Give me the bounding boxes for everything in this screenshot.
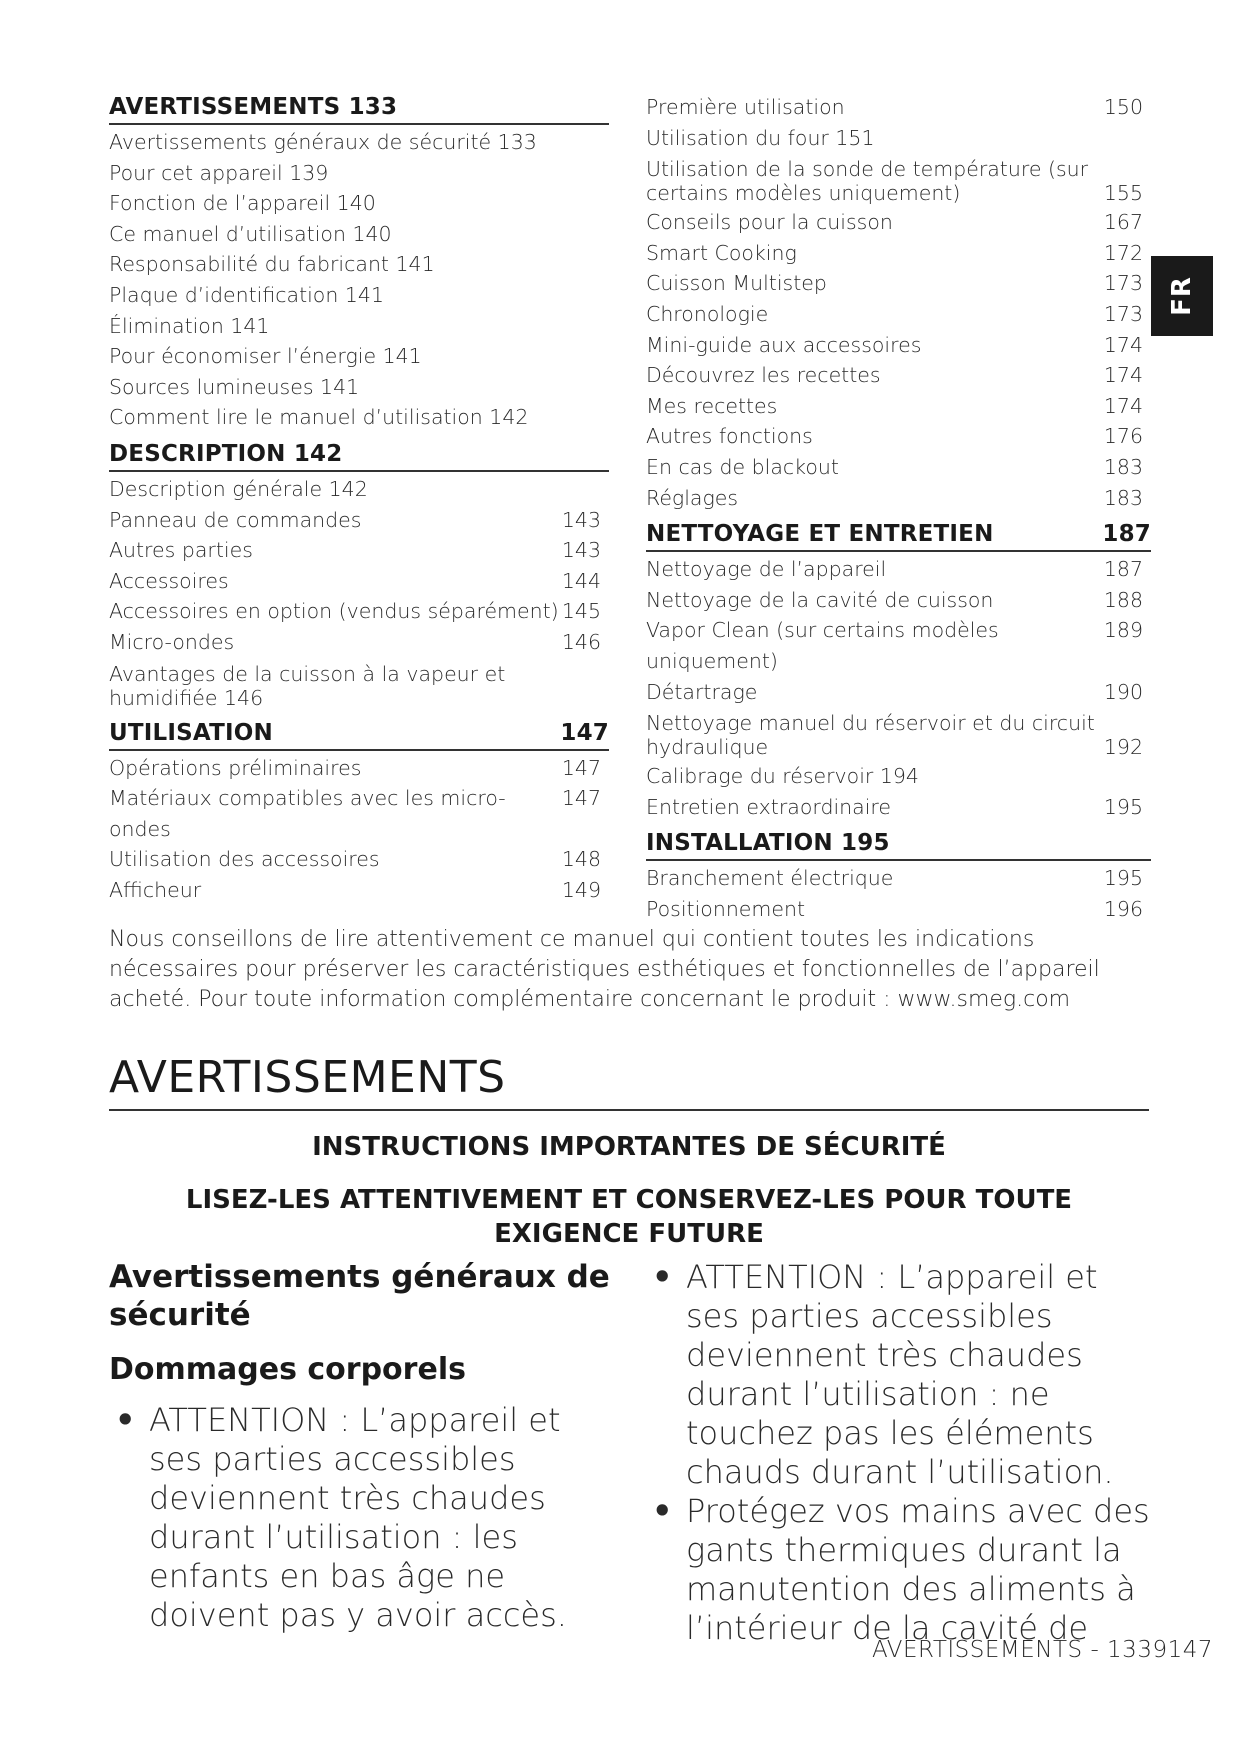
toc-entry-title: Panneau de commandes — [109, 507, 362, 532]
toc-entry-page — [561, 341, 601, 372]
toc-section-heading — [646, 519, 1151, 552]
toc-entry — [646, 792, 1151, 823]
toc-entry — [646, 238, 1151, 269]
toc-entry-title: Nettoyage manuel du réservoir et du circuit hydraulique — [646, 711, 1095, 760]
toc-entry — [646, 483, 1151, 514]
toc-entry-title: Plaque d’identification 141 — [109, 282, 384, 307]
subsection-heading: Dommages corporels — [109, 1352, 466, 1387]
toc-entry-page: 143 — [561, 538, 601, 563]
toc-entry-title: Opérations préliminaires — [109, 755, 362, 780]
toc-entry-title: Mes recettes — [646, 393, 778, 418]
toc-entry-page: 195 — [1103, 794, 1143, 819]
toc-entry — [109, 311, 609, 342]
toc-entry-title: Nettoyage de l’appareil — [646, 557, 887, 582]
toc-entry-page: 148 — [561, 847, 601, 872]
toc-entry-title: Mini-guide aux accessoires — [646, 332, 922, 357]
toc-entry — [109, 280, 609, 311]
toc-entry-page: 195 — [1103, 866, 1143, 891]
toc-entry-page: 183 — [1103, 485, 1143, 510]
toc-entry — [646, 863, 1151, 894]
toc-entry-title: Accessoires — [109, 568, 229, 593]
toc-entry-title: Entretien extraordinaire — [646, 794, 891, 819]
toc-entry-page — [561, 127, 601, 158]
toc-section-heading — [109, 718, 609, 751]
toc-entry-page — [561, 311, 601, 342]
toc-entry-title: Avantages de la cuisson à la vapeur et humidifiée 146 — [109, 661, 506, 710]
toc-section-title: AVERTISSEMENTS 133 — [109, 94, 398, 120]
safety-subtitle: INSTRUCTIONS IMPORTANTES DE SÉCURITÉ — [312, 1132, 946, 1162]
toc-entry-page — [561, 402, 601, 433]
toc-entry-title: Branchement électrique — [646, 866, 894, 891]
toc-entry-title: Matériaux compatibles avec les micro-ondes — [109, 786, 506, 841]
toc-entry-page — [561, 249, 601, 280]
toc-entry-title: Sources lumineuses 141 — [109, 374, 360, 399]
toc-entry — [646, 207, 1151, 238]
toc-entry-page: 173 — [1103, 271, 1143, 296]
keep-instructions-subtitle: LISEZ-LES ATTENTIVEMENT ET CONSERVEZ-LES POUR TOUTE EXIGENCE FUTURE — [185, 1185, 1073, 1249]
toc-entry-page — [1103, 123, 1143, 154]
toc-entry-title: Accessoires en option (vendus séparément) — [109, 599, 559, 624]
toc-entry-page — [561, 372, 601, 403]
toc-entry — [109, 127, 609, 158]
toc-entry-page: 196 — [1103, 896, 1143, 921]
language-tab-label: FR — [1167, 276, 1197, 316]
toc-entry-page: 146 — [561, 629, 601, 654]
toc-entry-page: 174 — [1103, 363, 1143, 388]
toc-entry-title: Nettoyage de la cavité de cuisson — [646, 587, 994, 612]
toc-entry-title: Cuisson Multistep — [646, 271, 827, 296]
toc-entry-page — [561, 474, 601, 505]
toc-entry-page — [561, 158, 601, 189]
language-tab — [1151, 256, 1213, 336]
toc-entry — [646, 677, 1151, 708]
toc-entry-title: Afficheur — [109, 877, 202, 902]
toc-entry-title: Utilisation de la sonde de température (sur certains modèles uniquement) — [646, 157, 1089, 206]
toc-entry-title: Élimination 141 — [109, 313, 270, 338]
toc-entry — [646, 153, 1151, 207]
toc-entry-title: Description générale 142 — [109, 476, 368, 501]
toc-entry — [109, 844, 609, 875]
toc-right-column — [646, 92, 1151, 924]
toc-section-title: DESCRIPTION 142 — [109, 440, 343, 467]
page-footer: AVERTISSEMENTS - 1339147 — [872, 1637, 1213, 1663]
toc-entry-title: Calibrage du réservoir 194 — [646, 764, 919, 789]
toc-entry — [109, 474, 609, 505]
toc-section-title: UTILISATION — [109, 719, 273, 746]
toc-entry — [646, 360, 1151, 391]
toc-entry — [109, 402, 609, 433]
toc-entry-title: Vapor Clean (sur certains modèles uniquement) — [646, 618, 999, 673]
toc-entry — [646, 92, 1151, 123]
toc-entry-page — [561, 219, 601, 250]
warning-list — [109, 1401, 619, 1635]
toc-section-title: NETTOYAGE ET ENTRETIEN — [646, 521, 994, 548]
toc-section-heading — [646, 828, 1151, 861]
toc-entry-title: Micro-ondes — [109, 629, 235, 654]
toc-entry-title: Pour cet appareil 139 — [109, 160, 329, 185]
toc-entry-title: Fonction de l’appareil 140 — [109, 191, 376, 216]
intro-paragraph: Nous conseillons de lire attentivement ce manuel qui contient toutes les indications nécessaires pour préserver les caractéristiques esthétiques et fonctionnelles de l’appareil acheté. Pour toute information complémentaire concernant le produit : www.smeg.com — [109, 927, 1100, 1012]
toc-section-heading — [109, 92, 609, 125]
toc-entry — [646, 615, 1151, 676]
toc-entry-title: Ce manuel d’utilisation 140 — [109, 221, 392, 246]
toc-entry — [646, 585, 1151, 616]
toc-section-title: INSTALLATION 195 — [646, 830, 890, 857]
toc-entry-title: Conseils pour la cuisson — [646, 210, 893, 235]
toc-entry-page: 145 — [561, 599, 601, 624]
toc-entry-page: 150 — [1103, 95, 1143, 119]
toc-entry — [109, 783, 609, 844]
toc-entry-page: 187 — [1103, 557, 1143, 582]
toc-entry-page: 174 — [1103, 393, 1143, 418]
toc-section-page: 147 — [560, 719, 609, 746]
toc-entry-page: 167 — [1103, 210, 1143, 235]
toc-entry-page — [561, 188, 601, 219]
toc-entry-page: 149 — [561, 877, 601, 902]
toc-entry — [646, 299, 1151, 330]
toc-entry — [646, 707, 1151, 761]
toc-entry-page: 173 — [1103, 301, 1143, 326]
toc-entry — [646, 761, 1151, 792]
toc-entry-title: En cas de blackout — [646, 454, 839, 479]
toc-entry-page: 174 — [1103, 332, 1143, 357]
toc-entry-title: Avertissements généraux de sécurité 133 — [109, 130, 537, 154]
toc-entry-title: Utilisation des accessoires — [109, 847, 380, 872]
toc-entry-page: 188 — [1103, 587, 1143, 612]
toc-entry — [109, 658, 609, 712]
toc-entry-title: Chronologie — [646, 301, 769, 326]
toc-entry — [646, 330, 1151, 361]
toc-entry-page: 183 — [1103, 454, 1143, 479]
body-left-column — [109, 1258, 619, 1635]
toc-entry-title: Responsabilité du fabricant 141 — [109, 252, 435, 277]
toc-entry — [109, 753, 609, 784]
toc-entry-title: Découvrez les recettes — [646, 363, 881, 388]
toc-entry — [109, 219, 609, 250]
toc-entry — [646, 123, 1151, 154]
toc-entry — [109, 372, 609, 403]
toc-entry-title: Smart Cooking — [646, 240, 797, 265]
toc-entry-title: Détartrage — [646, 679, 758, 704]
toc-entry-page: 143 — [561, 507, 601, 532]
toc-entry-page — [561, 280, 601, 311]
toc-entry — [109, 566, 609, 597]
section-heading: Avertissements généraux de sécurité — [109, 1259, 610, 1333]
toc-left-column — [109, 92, 609, 905]
toc-entry — [109, 505, 609, 536]
toc-entry — [109, 596, 609, 627]
toc-entry-page: 147 — [561, 786, 601, 811]
warning-item: • ATTENTION : L’appareil et ses parties accessibles deviennent très chaudes durant l’utilisation : les enfants en bas âge ne doivent pas y avoir accès. — [109, 1401, 619, 1635]
toc-entry-page — [1103, 761, 1143, 792]
toc-entry-title: Utilisation du four 151 — [646, 125, 875, 150]
warning-item: • Protégez vos mains avec des gants thermiques durant la manutention des aliments à l’intérieur de la cavité de — [646, 1492, 1156, 1648]
toc-entry — [109, 341, 609, 372]
toc-entry-page: 155 — [1103, 181, 1143, 206]
toc-entry-title: Réglages — [646, 485, 739, 510]
page-title: AVERTISSEMENTS — [109, 1052, 1149, 1111]
toc-entry-page: 147 — [561, 755, 601, 780]
toc-entry-page: 172 — [1103, 240, 1143, 265]
toc-entry — [109, 875, 609, 906]
toc-entry-page: 189 — [1103, 618, 1143, 643]
toc-entry — [646, 391, 1151, 422]
warning-item: • ATTENTION : L’appareil et ses parties accessibles deviennent très chaudes durant l’utilisation : ne touchez pas les éléments chauds durant l’utilisation. — [646, 1258, 1156, 1492]
toc-entry-title: Pour économiser l’énergie 141 — [109, 344, 422, 369]
toc-entry-page: 192 — [1103, 735, 1143, 760]
toc-entry-title: Positionnement — [646, 896, 806, 921]
toc-section-heading — [109, 439, 609, 472]
toc-entry-page: 190 — [1103, 679, 1143, 704]
body-right-column — [646, 1258, 1156, 1648]
toc-entry-title: Autres fonctions — [646, 424, 813, 449]
toc-entry — [109, 249, 609, 280]
warning-list — [646, 1258, 1156, 1648]
toc-entry — [109, 188, 609, 219]
toc-entry-title: Première utilisation — [646, 95, 845, 119]
toc-section-page: 187 — [1102, 521, 1151, 548]
toc-entry — [646, 268, 1151, 299]
toc-entry — [109, 158, 609, 189]
toc-entry-title: Autres parties — [109, 538, 253, 563]
toc-entry-title: Comment lire le manuel d’utilisation 142 — [109, 405, 529, 430]
toc-entry — [646, 421, 1151, 452]
toc-entry-page: 176 — [1103, 424, 1143, 449]
toc-entry — [109, 627, 609, 658]
toc-entry — [646, 554, 1151, 585]
toc-entry — [646, 452, 1151, 483]
toc-entry — [646, 894, 1151, 925]
toc-entry-page: 144 — [561, 568, 601, 593]
toc-entry — [109, 535, 609, 566]
